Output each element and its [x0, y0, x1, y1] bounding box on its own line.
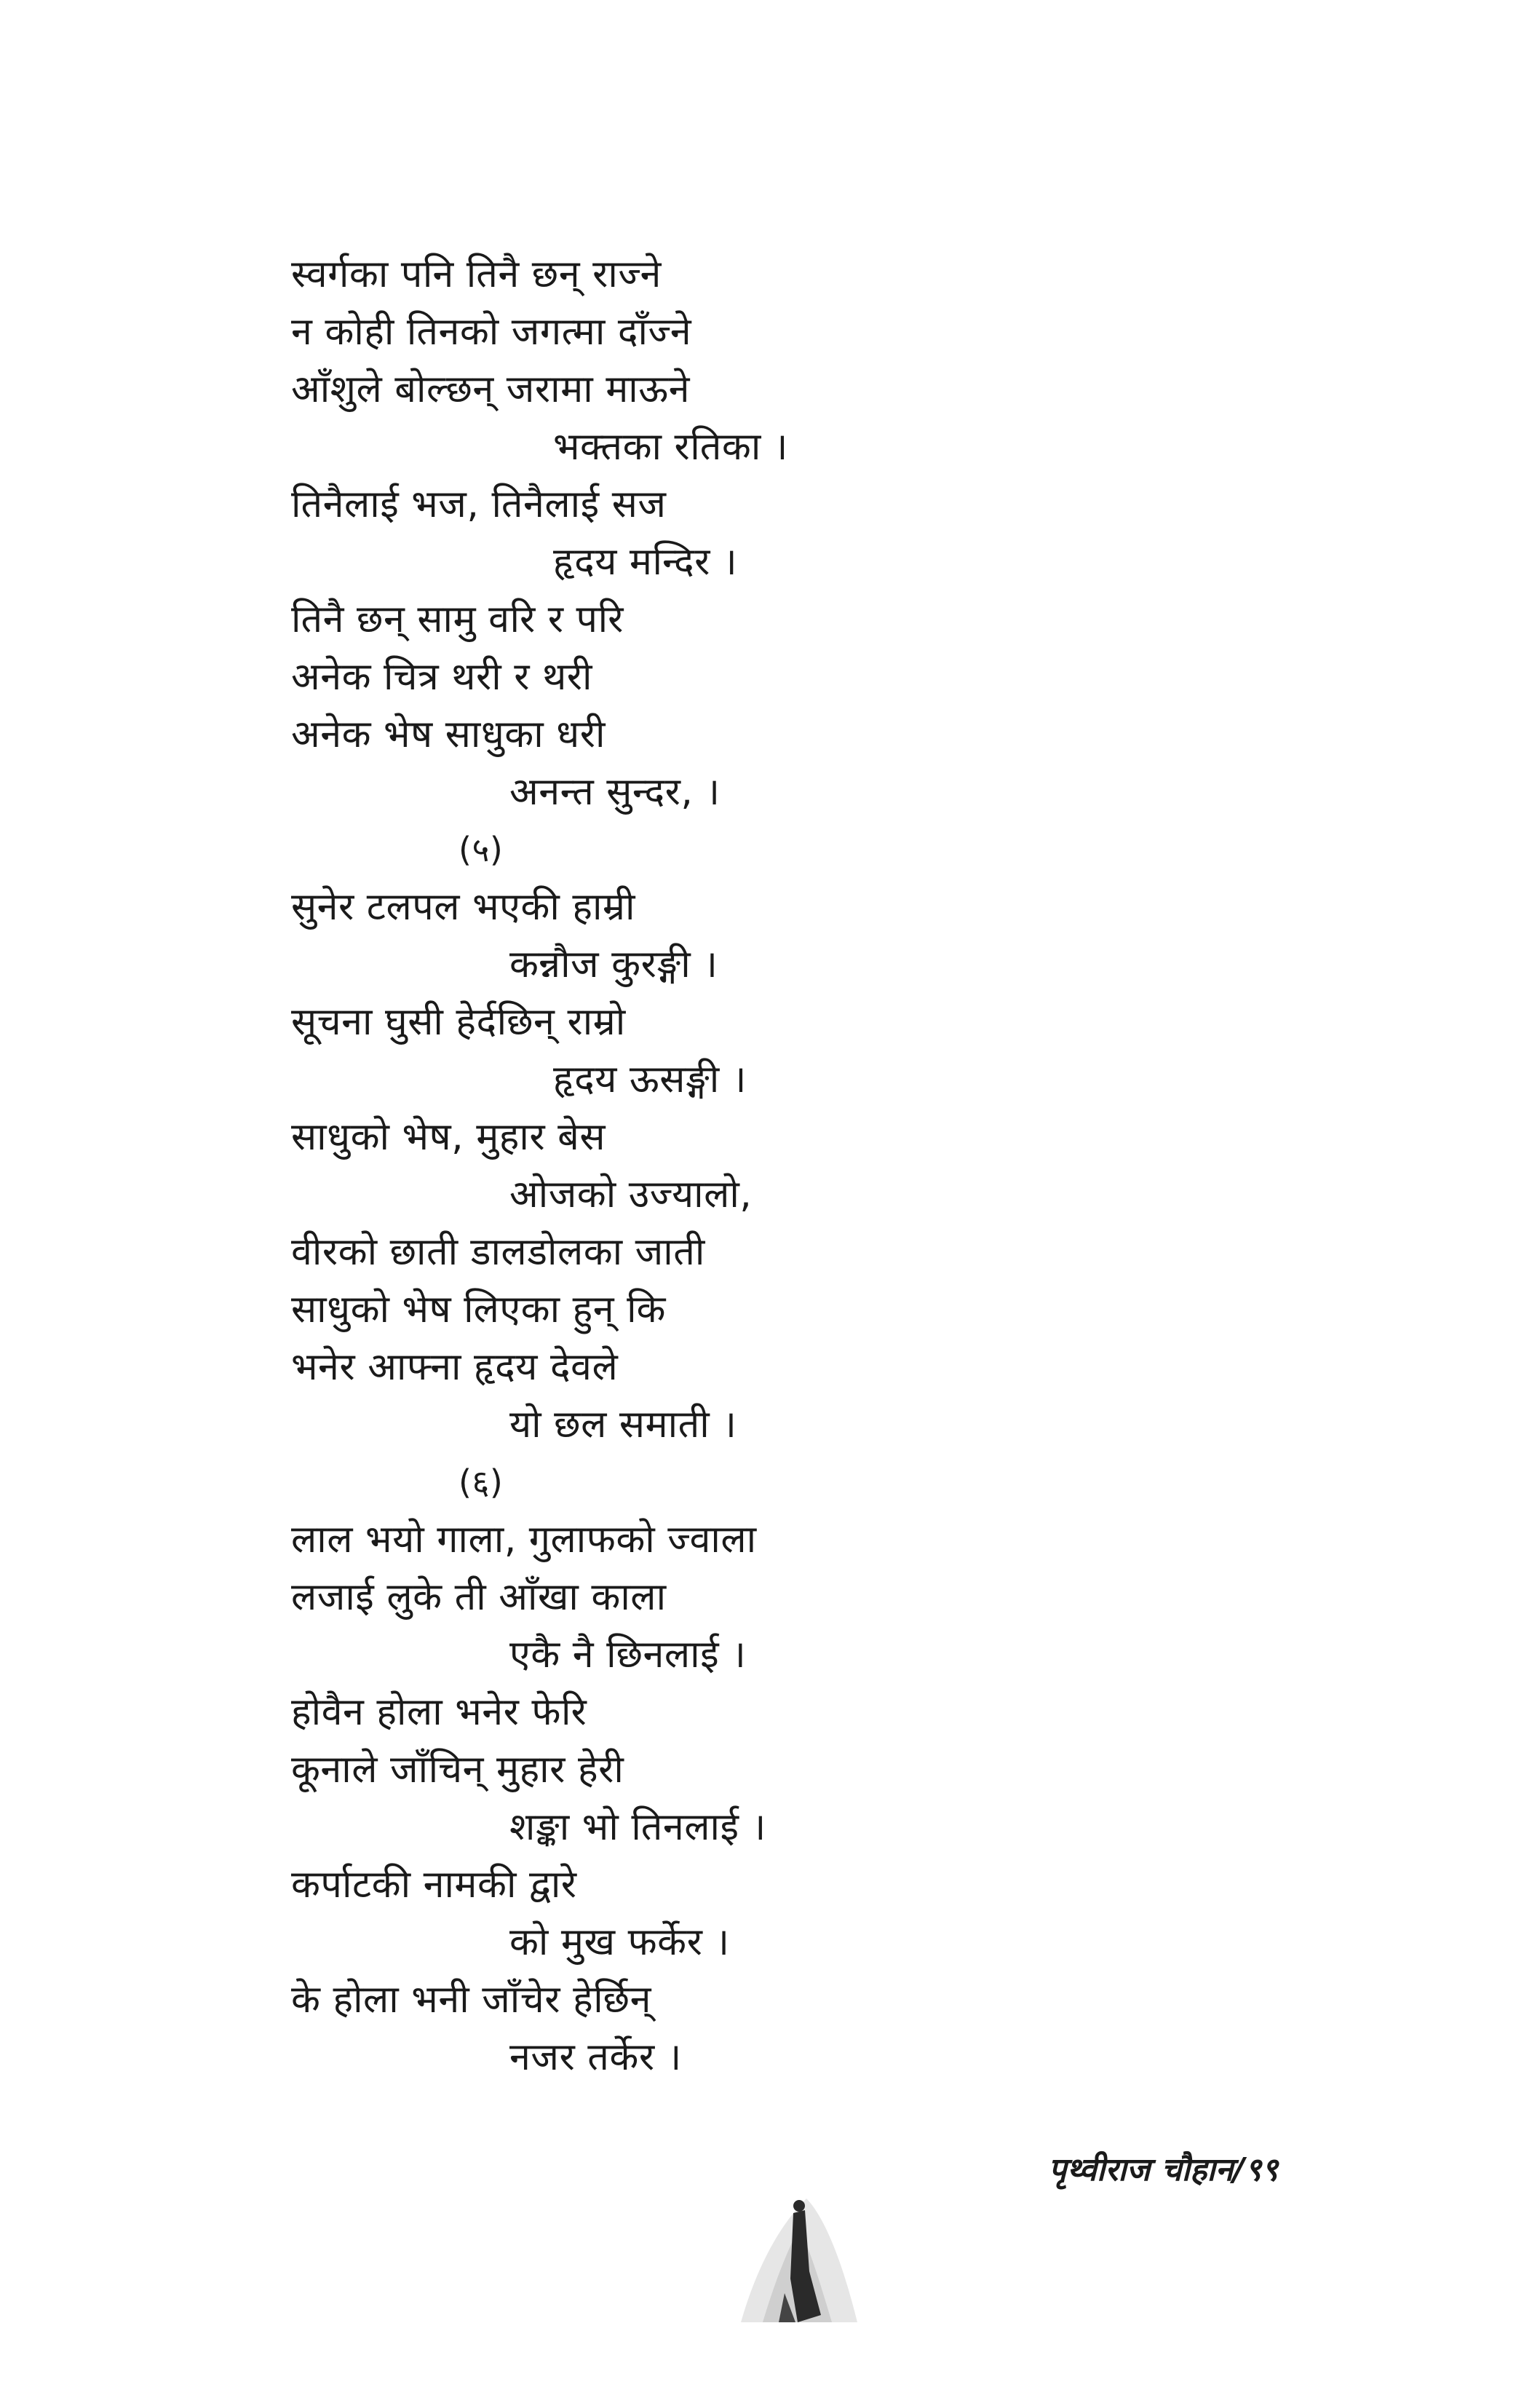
poem-line: भनेर आफ्ना हृदय देवले	[291, 1345, 619, 1389]
poem-line: वीरको छाती डालडोलका जाती	[291, 1230, 705, 1274]
poem-body	[291, 246, 1237, 2086]
stanza-number: (६)	[459, 1463, 504, 1502]
poem-line: कूनाले जाँचिन् मुहार हेरी	[291, 1748, 624, 1792]
poem-line: के होला भनी जाँचेर हेर्छिन्	[291, 1978, 651, 2022]
poem-line: होवैन होला भनेर फेरि	[291, 1690, 587, 1734]
poem-line: साधुको भेष, मुहार बेस	[291, 1115, 606, 1159]
poem-line: अनन्त सुन्दर, ।	[509, 770, 721, 814]
poem-line: शङ्का भो तिनलाई ।	[509, 1805, 766, 1849]
running-footer: पृथ्वीराज चौहान/९९	[1048, 2151, 1278, 2188]
poem-line: न कोही तिनको जगत्मा दाँज्ने	[291, 310, 692, 354]
poem-line: कन्नौज कुरङ्गी ।	[509, 943, 718, 986]
poem-line: साधुको भेष लिएका हुन् कि	[291, 1288, 666, 1331]
poem-line: कर्पाटकी नामकी द्वारे	[291, 1863, 577, 1907]
poem-line: नजर तर्केर ।	[509, 2035, 682, 2079]
poem-line: अनेक चित्र थरी र थरी	[291, 655, 593, 699]
stanza-number: (५)	[459, 830, 504, 869]
poem-line: हृदय ऊसङ्गी ।	[553, 1058, 747, 1101]
poem-line: एकै नै छिनलाई ।	[509, 1633, 747, 1677]
poem-line: तिनैलाई भज, तिनैलाई सज	[291, 483, 667, 526]
ink-figure-ornament-icon	[712, 2184, 886, 2330]
poem-line: लाल भयो गाला, गुलाफको ज्वाला	[291, 1518, 757, 1562]
poem-line: हृदय मन्दिर ।	[553, 540, 738, 584]
poem-line: को मुख फर्केर ।	[509, 1920, 730, 1964]
poem-line: यो छल समाती ।	[509, 1403, 737, 1447]
poem-line: अनेक भेष साधुका धरी	[291, 713, 606, 756]
poem-line: आँशुले बोल्छन् जरामा माऊने	[291, 368, 690, 411]
poem-line: तिनै छन् सामु वरि र परि	[291, 598, 624, 641]
poem-line: सुनेर टलपल भएकी हाम्री	[291, 885, 635, 929]
poem-line: स्वर्गका पनि तिनै छन् राज्ने	[291, 253, 662, 296]
poem-line: ओजको उज्यालो,	[509, 1173, 753, 1216]
poem-line: लजाई लुके ती आँखा काला	[291, 1575, 667, 1619]
poem-line: भक्तका रतिका ।	[553, 425, 789, 469]
poem-line: सूचना घुसी हेर्दछिन् राम्रो	[291, 1000, 626, 1044]
